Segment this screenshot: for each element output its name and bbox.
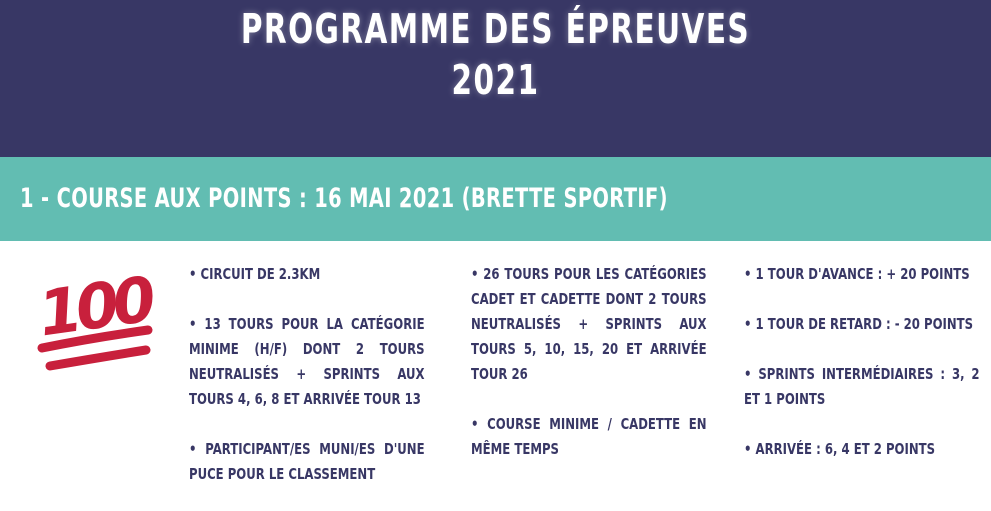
column-3 bbox=[744, 262, 980, 487]
section-banner bbox=[0, 157, 991, 241]
section-title: 1 - COURSE AUX POINTS : 16 MAI 2021 (BRETTE SPORTIF) bbox=[20, 183, 668, 214]
column-1 bbox=[189, 262, 425, 511]
title-line-1: PROGRAMME DES ÉPREUVES bbox=[240, 5, 751, 53]
list-item: • ARRIVÉE : 6, 4 ET 2 POINTS bbox=[744, 440, 936, 458]
list-item: • CIRCUIT DE 2.3KM bbox=[189, 265, 321, 283]
title-line-2: 2021 bbox=[451, 56, 540, 104]
list-item: • COURSE MINIME / CADETTE EN MÊME TEMPS bbox=[471, 415, 707, 458]
underline-stroke-2 bbox=[50, 350, 146, 366]
list-item: • 26 TOURS POUR LES CATÉGORIES CADET ET CADETTE DONT 2 TOURS NEUTRALISÉS + SPRINTS AUX TOURS 5, 10, 15, 20 ET ARRIVÉE TOUR 26 bbox=[471, 265, 707, 383]
list-item: • SPRINTS INTERMÉDIAIRES : 3, 2 ET 1 POINTS bbox=[744, 365, 980, 408]
list-item: • 13 TOURS POUR LA CATÉGORIE MINIME (H/F) DONT 2 TOURS NEUTRALISÉS + SPRINTS AUX TOURS 4, 6, 8 ET ARRIVÉE TOUR 13 bbox=[189, 315, 425, 408]
list-item: • 1 TOUR DE RETARD : - 20 POINTS bbox=[744, 315, 974, 333]
column-2 bbox=[471, 262, 707, 487]
list-item: • PARTICIPANT/ES MUNI/ES D'UNE PUCE POUR LE CLASSEMENT bbox=[189, 440, 425, 483]
header bbox=[0, 0, 991, 157]
list-item: • 1 TOUR D'AVANCE : + 20 POINTS bbox=[744, 265, 970, 283]
hundred-points-icon bbox=[36, 262, 154, 374]
page-title bbox=[139, 4, 853, 106]
hundred-points-text: 100 bbox=[36, 262, 154, 351]
